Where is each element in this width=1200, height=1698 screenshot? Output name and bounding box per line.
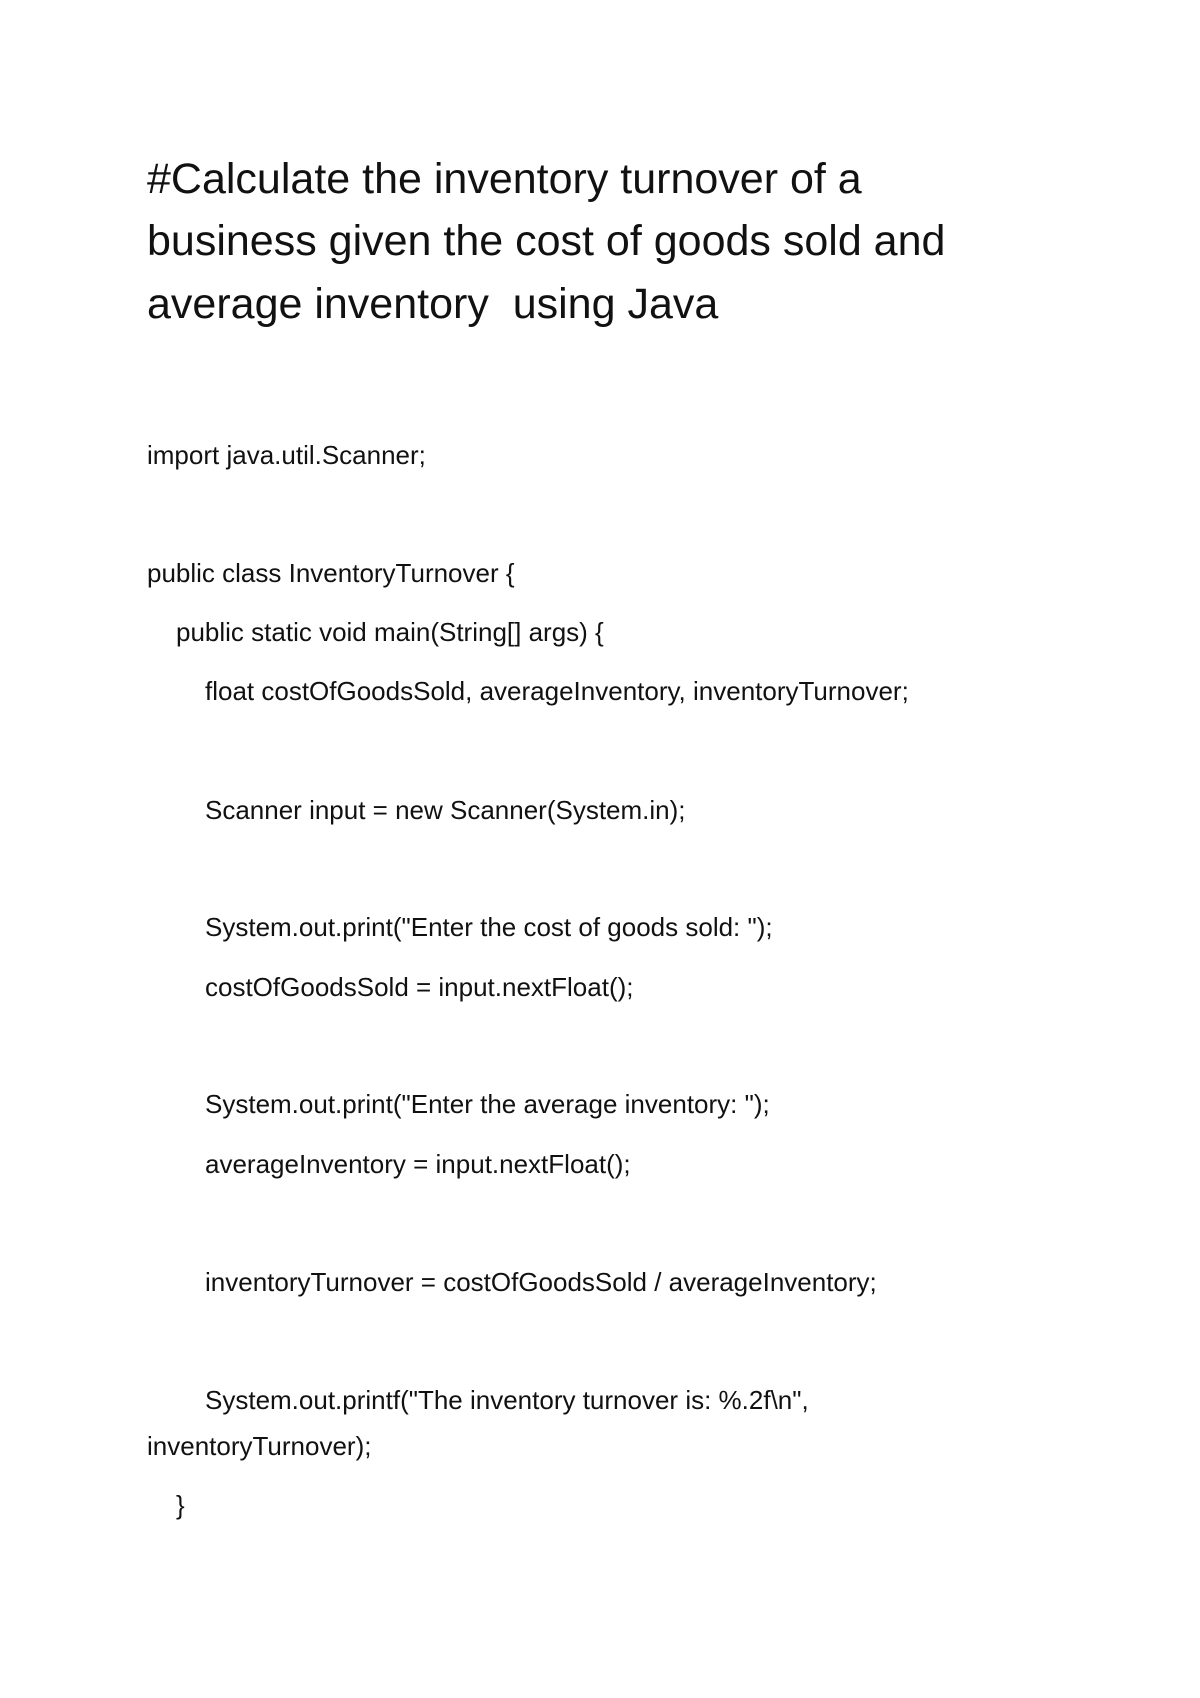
code-line-main-method: public static void main(String[] args) {: [176, 617, 604, 647]
code-line-turnover-calculation: inventoryTurnover = costOfGoodsSold / averageInventory;: [205, 1267, 877, 1297]
code-line-read-inventory: averageInventory = input.nextFloat();: [205, 1149, 631, 1179]
code-line-printf-argument: inventoryTurnover);: [147, 1431, 372, 1461]
title-line-2: business given the cost of goods sold and: [147, 217, 946, 265]
code-line-prompt-cost: System.out.print("Enter the cost of goods sold: ");: [205, 912, 773, 942]
title-line-1: #Calculate the inventory turnover of a: [147, 155, 862, 203]
code-line-closing-brace: }: [176, 1490, 185, 1520]
title-line-3: average inventory using Java: [147, 280, 719, 328]
code-line-class-declaration: public class InventoryTurnover {: [147, 558, 515, 588]
code-line-read-cost: costOfGoodsSold = input.nextFloat();: [205, 972, 634, 1002]
code-line-scanner-init: Scanner input = new Scanner(System.in);: [205, 795, 686, 825]
code-line-import: import java.util.Scanner;: [147, 440, 426, 470]
code-line-variable-declarations: float costOfGoodsSold, averageInventory, inventoryTurnover;: [205, 676, 909, 706]
code-line-printf-output: System.out.printf("The inventory turnover is: %.2f\n",: [205, 1385, 809, 1415]
code-line-prompt-inventory: System.out.print("Enter the average inventory: ");: [205, 1089, 770, 1119]
